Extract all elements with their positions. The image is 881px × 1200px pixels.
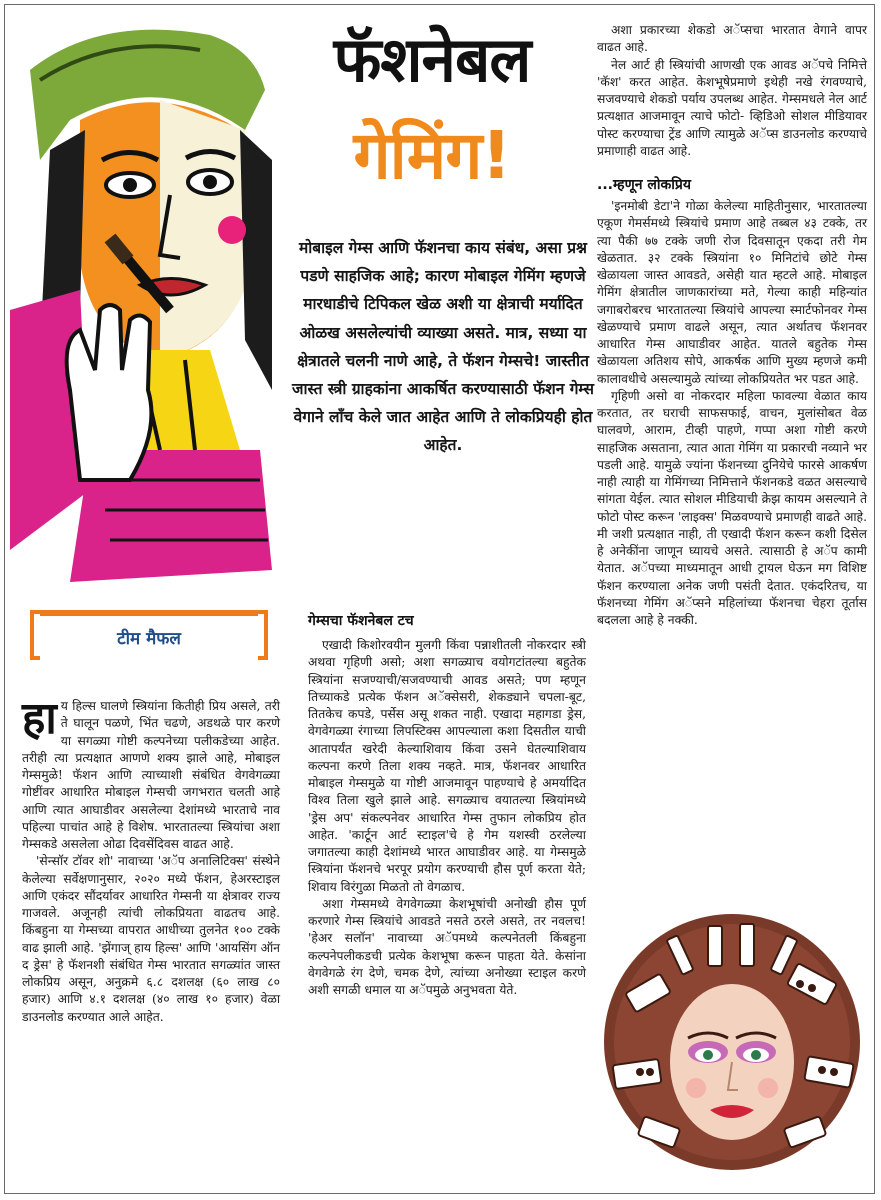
headline-line-2: गेमिंग! [353, 117, 511, 194]
subhead-hence-popular: ...म्हणून लोकप्रिय [597, 177, 691, 193]
subhead-fashion-touch: गेम्सचा फॅशनेबल टच [308, 613, 414, 629]
column-3-paragraph-2: नेल आर्ट ही स्त्रियांची आणखी एक आवड अॅपचे निमित्ते 'कॅश' करत आहेत. केशभूषेप्रमाणे इथेही नखे रंगवण्याचे, सजवण्याचे शेकडो पर्याय उपलब्ध आहेत. गेम्समधले नेल आर्ट प्रत्यक्षात आजमावून त्याचे फोटो- व्हिडिओ सोशल मीडियावर पोस्ट करण्याचा ट्रेंड आणि त्यामुळे अॅप्स डाउनलोड करण्याचे प्रमाणाही वाढत आहे. [597, 57, 867, 158]
column-2-paragraph-2: अशा गेम्समध्ये वेगवेगळ्या केशभूषांची अनोखी हौस पूर्ण करणारे गेम्स स्त्रियांचे आवडते नसते ठरले असते, तर नवलच! 'हेअर सलॉन' नावाच्या अॅपमध्ये कल्पनेतली किंबहुना कल्पनेपलीकडची प्रत्येक केशभूषा करून पाहता येते. केसांना वेगवेगळे रंग देणे, चमक देणे, त्यांच्या अनोख्या स्टाइल करणे अशी सगळी धमाल या अॅपमुळे अनुभवता येते. [308, 896, 586, 997]
column-1-paragraph-1-text: य हिल्स घालणे स्त्रियांना कितीही प्रिय असले, तरी ते घालून पळणे, भिंत चढणे, अडथळे पार करणे या सगळ्या गोष्टी कल्पनेच्या पलीकडेच्या आहेत. तरीही त्या प्रत्यक्षात आणणे शक्य झाले आहे, मोबाइल गेम्समुळे! फॅशन आणि त्याच्याशी संबंधित वेगवेगळ्या गोष्टींवर आधारित मोबाइल गेम्सची जगभरात चलती आहे आणि त्यात आघाडीवर असलेल्या देशांमध्ये भारताचे नाव पहिल्या पाचांत आहे हे विशेष. भारतातल्या स्त्रियांचा अशा गेम्सकडे असलेला ओढा दिवसेंदिवस वाढत आहे. [22, 699, 280, 851]
woman-face-illustration [10, 10, 272, 582]
article-column-2 [308, 637, 586, 999]
column-1-paragraph-1 [22, 693, 280, 853]
intro-paragraph: मोबाइल गेम्स आणि फॅशनचा काय संबंध, असा प्रश्न पडणे साहजिक आहे; कारण मोबाइल गेमिंग म्हणजे मारधाडीचे टिपिकल खेळ अशी या क्षेत्राची मर्यादित ओळख असलेल्यांची व्याख्या असते. मात्र, सध्या या क्षेत्रातले चलनी नाणे आहे, ते फॅशन गेम्सचे! जास्तीत जास्त स्त्री ग्राहकांना आकर्षित करण्यासाठी फॅशन गेम्स वेगाने लाँच केले जात आहेत आणि ते लोकप्रियही होत आहेत. [292, 239, 594, 455]
article-column-3 [597, 22, 867, 629]
byline: टीम मैफल [117, 629, 181, 649]
column-1-paragraph-2: 'सेन्सॉर टॉवर शो' नावाच्या 'अॅप अनालिटिक्स' संस्थेने केलेल्या सर्वेक्षणानुसार, २०२० मध्ये फॅशन, हेअरस्टाइल आणि एकंदर सौंदर्यावर आधारित गेम्सनी या क्षेत्रावर राज्य गाजवले. अजूनही त्यांची लोकप्रियता वाढतच आहे. किंबहुना या गेम्सच्या वापरात आधीच्या तुलनेत १०० टक्के वाढ झाली आहे. 'झेंगाज् हाय हिल्स' आणि 'आयसिंग ऑन द ड्रेस' हे फॅशनशी संबंधित गेम्स भारतात सगळ्यांत जास्त लोकप्रिय असून, अनुक्रमे ६.८ दशलक्ष (६० लाख ८० हजार) आणि ४.१ दशलक्ष (४० लाख १० हजार) वेळा डाउनलोड करण्यात आले आहेत. [22, 854, 280, 1024]
woman-cosmetics-hair-illustration [600, 912, 864, 1184]
headline-line-1: फॅशनेबल [333, 23, 531, 96]
byline-top-bar [40, 610, 258, 616]
byline-box [30, 610, 268, 660]
article-column-1 [22, 693, 280, 1026]
column-3-paragraph-1: अशा प्रकारच्या शेकडो अॅप्सचा भारतात वेगाने वापर वाढत आहे. [597, 23, 867, 55]
dropcap: हा [22, 693, 57, 744]
column-3-paragraph-4: गृहिणी असो वा नोकरदार महिला फावल्या वेळात काय करतात, तर घराची साफसफाई, वाचन, मुलांसोबत वेळ घालवणे, आराम, टीव्ही पाहणे, गप्पा अशा गोष्टी करणे साहजिक असताना, त्यात आता गेमिंग या प्रकारची नव्याने भर पडली आहे. यामुळे ज्यांना फॅशनच्या दुनियेचे फारसे आकर्षण नाही त्याही या गेमिंगच्या निमित्ताने फॅशनकडे वळत असल्याचे सांगता येईल. त्यात सोशल मीडियाची क्रेझ कायम असल्याने ते फोटो पोस्ट करून 'लाइक्स' मिळवण्याचे प्रमाणही वाढते आहे. मी जशी प्रत्यक्षात नाही, ती एखादी फॅशन करून कशी दिसेल हे अनेकींना जाणून घ्यायचे असते. त्यासाठी हे अॅप कामी येतात. अॅपच्या माध्यमातून आधी ट्रायल घेऊन मग विशिष्ट फॅशन करण्याला अनेक जणी पसंती देतात. एकंदरितच, या फॅशनच्या गेमिंग अॅप्सने महिलांच्या फॅशनचा चेहरा तूर्तास बदलला आहे हे नक्की. [597, 388, 867, 627]
column-3-paragraph-3: 'इनमोबी डेटा'ने गोळा केलेल्या माहितीनुसार, भारतातल्या एकूण गेमर्समध्ये स्त्रियांचे प्रमाण आहे तब्बल ४३ टक्के, तर त्या पैकी ७७ टक्के जणी रोज दिवसातून एकदा तरी गेम खेळतात. ३२ टक्के स्त्रियांना १० मिनिटांचे छोटे गेम्स खेळायला जास्त आवडते, असेही यात म्हटले आहे. मोबाइल गेमिंग क्षेत्रातील जाणकारांच्या मते, गेल्या काही महिन्यांत जगाबरोबरच भारतातल्या स्त्रियांचे आपल्या स्मार्टफोनवर गेम्स खेळण्याचे प्रमाण वाढले असून, त्यात अर्थातच फॅशनवर आधारित गेम्स आघाडीवर आहेत. यातले बहुतेक गेम्स खेळायला अतिशय सोपे, आकर्षक आणि मुख्य म्हणजे कमी कालावधीचे असल्यामुळे त्यांच्या लोकप्रियतेत भर पडत आहे. [597, 199, 867, 386]
column-2-paragraph-1: एखादी किशोरवयीन मुलगी किंवा पन्नाशीतली नोकरदार स्त्री अथवा गृहिणी असो; अशा सगळ्याच वयोगटांतल्या बहुतेक स्त्रियांना सजण्याची/सजवण्याची आवड असते; पण म्हणून तिच्याकडे प्रत्येक फॅशन अॅक्सेसरी, शेकड्याने चपला-बूट, तितकेच कपडे, पर्सेस असू शकत नाही. एखादा महागडा ड्रेस, वेगवेगळ्या रंगाच्या लिपस्टिक्स आपल्याला कशा दिसतील याची आतापर्यंत खरेदी केल्याशिवाय किंवा उसने घेतल्याशिवाय कल्पना करणे तिला शक्य नव्हते. मात्र, फॅशनवर आधारित मोबाइल गेम्समुळे या गोष्टी आजमावून पाहण्याचे हे अमर्यादित विश्व तिला खुले झाले आहे. सगळ्याच वयातल्या स्त्रियांमध्ये 'ड्रेस अप' संकल्पनेवर आधारित गेम्स तुफान लोकप्रिय होत आहेत. 'कार्टून आर्ट स्टाइल'चे हे गेम यशस्वी ठरलेल्या जगातल्या काही देशांमध्ये भारत आघाडीवर आहे. या गेम्समुळे स्त्रियांना फॅशनचे भरपूर प्रयोग करण्याची हौस पूर्ण करता येते; शिवाय विरंगुळा मिळतो तो वेगळाच. [308, 638, 586, 894]
